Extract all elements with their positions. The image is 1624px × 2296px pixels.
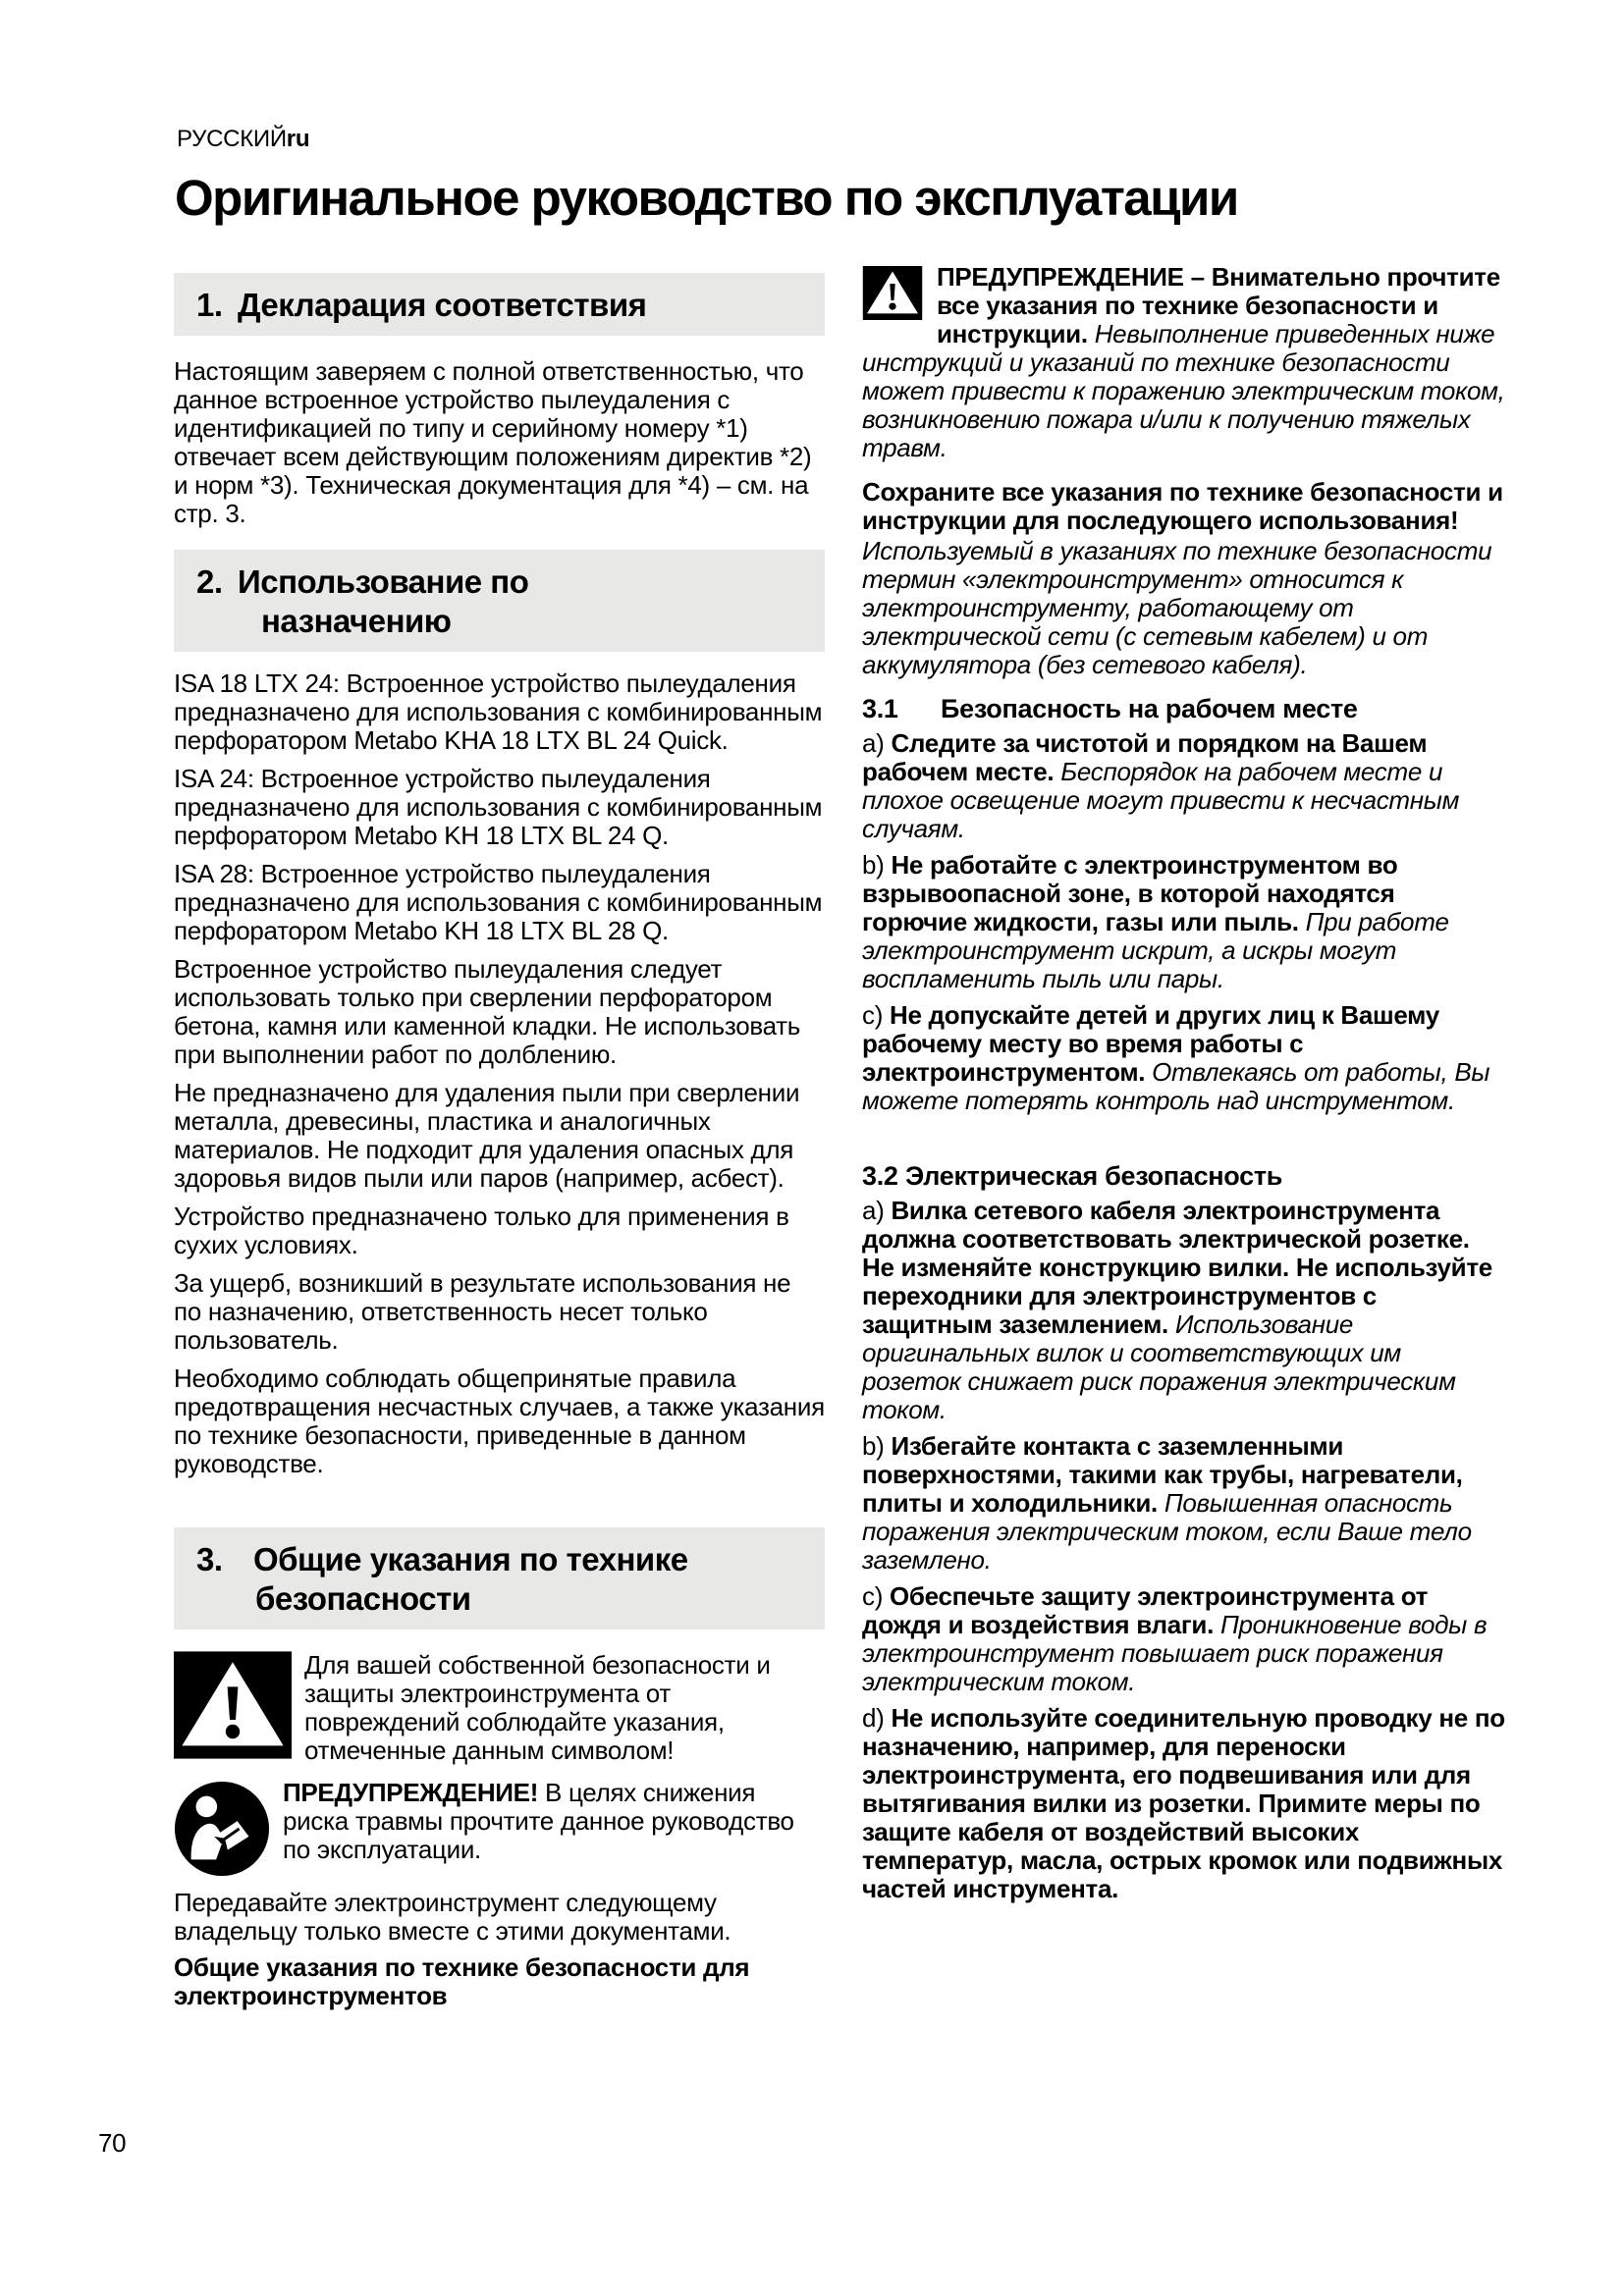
- left-column: [174, 265, 825, 2010]
- subsection-32-number: 3.2: [862, 1161, 898, 1191]
- section-1-header: [174, 273, 825, 336]
- intended-use-paragraph: ISA 24: Встроенное устройство пылеудаления предназначено для использования с комбинированным перфоратором Metabo KH 18 LTX BL 24 Q.: [174, 764, 823, 850]
- intended-use-paragraph: ISA 18 LTX 24: Встроенное устройство пылеудаления предназначено для использования с комбинированным перфоратором Metabo KHA 18 LTX BL 24 Quick.: [174, 668, 823, 755]
- safety-item: [862, 1197, 1505, 1424]
- item-bold: Избегайте контакта с заземленными поверхностями, такими как трубы, нагреватели, плиты и холодильники.: [862, 1431, 1463, 1518]
- language-name: РУССКИЙ: [177, 126, 287, 152]
- item-letter: c): [862, 1581, 890, 1611]
- subsection-32-header: [862, 1162, 1505, 1191]
- warning-intro-block: [862, 263, 1505, 462]
- page-number: 70: [98, 2128, 127, 2158]
- subsection-31-title: Безопасность на рабочем месте: [941, 694, 1358, 723]
- warning-rest: В целях снижения риска травмы прочтите данное руководство по эксплуатации.: [283, 1778, 794, 1864]
- intended-use-paragraph: Встроенное устройство пылеудаления следует использовать только при сверлении перфоратором бетона, камня или каменной кладки. Не использовать при выполнении работ по долблению.: [174, 954, 801, 1069]
- page-title: Оригинальное руководство по эксплуатации: [175, 170, 1238, 226]
- item-letter: d): [862, 1703, 892, 1733]
- section-1-title: Декларация соответствия: [238, 287, 647, 323]
- section-2-title-line2: назначению: [261, 603, 452, 639]
- general-safety-heading: Общие указания по технике безопасности для электроинструментов: [174, 1952, 750, 2010]
- intended-use-paragraph: За ущерб, возникший в результате использования не по назначению, ответственность несет только пользователь.: [174, 1268, 791, 1355]
- item-italic: Проникновение воды в электроинструмент повышает риск поражения электрическим током.: [862, 1610, 1488, 1696]
- right-column: [862, 263, 1505, 1903]
- safety-item: [862, 1582, 1505, 1696]
- item-italic: Повышенная опасность поражения электрическим током, если Ваше тело заземлено.: [862, 1488, 1472, 1575]
- warning-symbol-row: [174, 1651, 825, 1765]
- section-3-title-line2: безопасности: [255, 1580, 471, 1617]
- item-letter: a): [862, 1196, 892, 1225]
- language-tag: [177, 126, 309, 153]
- subsection-32-title: Электрическая безопасность: [905, 1161, 1283, 1191]
- term-definition-note: Используемый в указаниях по технике безопасности термин «электроинструмент» относится к электроинструменту, работающему от электрической сети (с сетевым кабелем) и от аккумулятора (без сетевого кабеля).: [862, 536, 1492, 679]
- safety-item: [862, 1704, 1505, 1903]
- item-letter: c): [862, 1000, 890, 1030]
- intended-use-paragraph: Необходимо соблюдать общепринятые правила предотвращения несчастных случаев, а также указания по технике безопасности, приведенные в данном руководстве.: [174, 1363, 825, 1478]
- section-1-number: 1.: [196, 287, 223, 323]
- item-italic: Беспорядок на рабочем месте и плохое освещение могут привести к несчастным случаям.: [862, 757, 1460, 843]
- section-3-number: 3.: [196, 1541, 223, 1577]
- warning-intro-italic: Невыполнение приведенных ниже инструкций и указаний по технике безопасности может привести к поражению электрическим током, возникновению пожара и/или к получению тяжелых травм.: [862, 319, 1505, 462]
- read-manual-row: [174, 1779, 825, 1877]
- read-manual-icon: [174, 1779, 270, 1877]
- item-letter: b): [862, 850, 892, 880]
- intended-use-paragraph: ISA 28: Встроенное устройство пылеудаления предназначено для использования с комбинированным перфоратором Metabo KH 18 LTX BL 28 Q.: [174, 859, 823, 945]
- section-3-title-line1: Общие указания по технике: [253, 1541, 688, 1577]
- section-2-number: 2.: [196, 563, 223, 600]
- section-2-title-line1: Использование по: [238, 563, 529, 600]
- intended-use-paragraph: Устройство предназначено только для применения в сухих условиях.: [174, 1201, 789, 1259]
- language-code: ru: [286, 126, 310, 152]
- item-italic: Отвлекаясь от работы, Вы можете потерять контроль над инструментом.: [862, 1057, 1490, 1115]
- item-bold: Не допускайте детей и других лиц к Вашему рабочему месту во время работы с электроинструментом.: [862, 1000, 1439, 1087]
- safety-item: [862, 1432, 1505, 1575]
- handover-paragraph: Передавайте электроинструмент следующему владельцу только вместе с этими документами.: [174, 1888, 731, 1946]
- intended-use-paragraph: Не предназначено для удаления пыли при сверлении металла, древесины, пластика и аналогичных материалов. Не подходит для удаления опасных для здоровья видов пыли или паров (например, асбест).: [174, 1078, 800, 1193]
- item-letter: a): [862, 728, 892, 758]
- declaration-text: Настоящим заверяем с полной ответственностью, что данное встроенное устройство пылеудаления с идентификацией по типу и серийному номеру *1) отвечает всем действующим положениям директив *2) и норм *3). Техническая документация для *4) – см. на стр. 3.: [174, 356, 812, 528]
- warning-read-note: [283, 1779, 825, 1877]
- warning-intro-bold: ПРЕДУПРЕЖДЕНИЕ – Внимательно прочтите все указания по технике безопасности и инструкции.: [937, 262, 1500, 348]
- item-bold: Вилка сетевого кабеля электроинструмента должна соответствовать электрической розетке. Не изменяйте конструкцию вилки. Не используйте переходники для электроинструментов с защитным заземлением.: [862, 1196, 1492, 1339]
- warning-symbol-note: Для вашей собственной безопасности и защиты электроинструмента от повреждений соблюдайте указания, отмеченные данным символом!: [304, 1650, 771, 1765]
- safety-item: [862, 1001, 1505, 1115]
- save-instructions-note: Сохраните все указания по технике безопасности и инструкции для последующего использования!: [862, 477, 1503, 535]
- item-italic: Использование оригинальных вилок и соответствующих им розеток снижает риск поражения электрическим током.: [862, 1309, 1456, 1424]
- subsection-31-header: [862, 695, 1505, 723]
- item-bold: Не работайте с электроинструментом во взрывоопасной зоне, в которой находятся горючие жидкости, газы или пыль.: [862, 850, 1398, 936]
- safety-item: [862, 851, 1505, 993]
- section-2-header: [174, 550, 825, 652]
- warning-triangle-icon: [174, 1651, 292, 1759]
- item-bold: Следите за чистотой и порядком на Вашем рабочем месте.: [862, 728, 1428, 786]
- subsection-31-number: 3.1: [862, 694, 898, 723]
- warning-word: ПРЕДУПРЕЖДЕНИЕ!: [283, 1778, 539, 1807]
- safety-item: [862, 729, 1505, 843]
- item-bold: Не используйте соединительную проводку не по назначению, например, для переноски электроинструмента, его подвешивания или для вытягивания вилки из розетки. Примите меры по защите кабеля от воздействий высоких температур, масла, острых кромок или подвижных частей инструмента.: [862, 1703, 1505, 1903]
- item-bold: Обеспечьте защиту электроинструмента от дождя и воздействия влаги.: [862, 1581, 1429, 1639]
- item-italic: При работе электроинструмент искрит, а искры могут воспламенить пыль или пары.: [862, 907, 1449, 993]
- warning-triangle-icon: [862, 266, 923, 320]
- section-3-header: [174, 1527, 825, 1629]
- item-letter: b): [862, 1431, 892, 1461]
